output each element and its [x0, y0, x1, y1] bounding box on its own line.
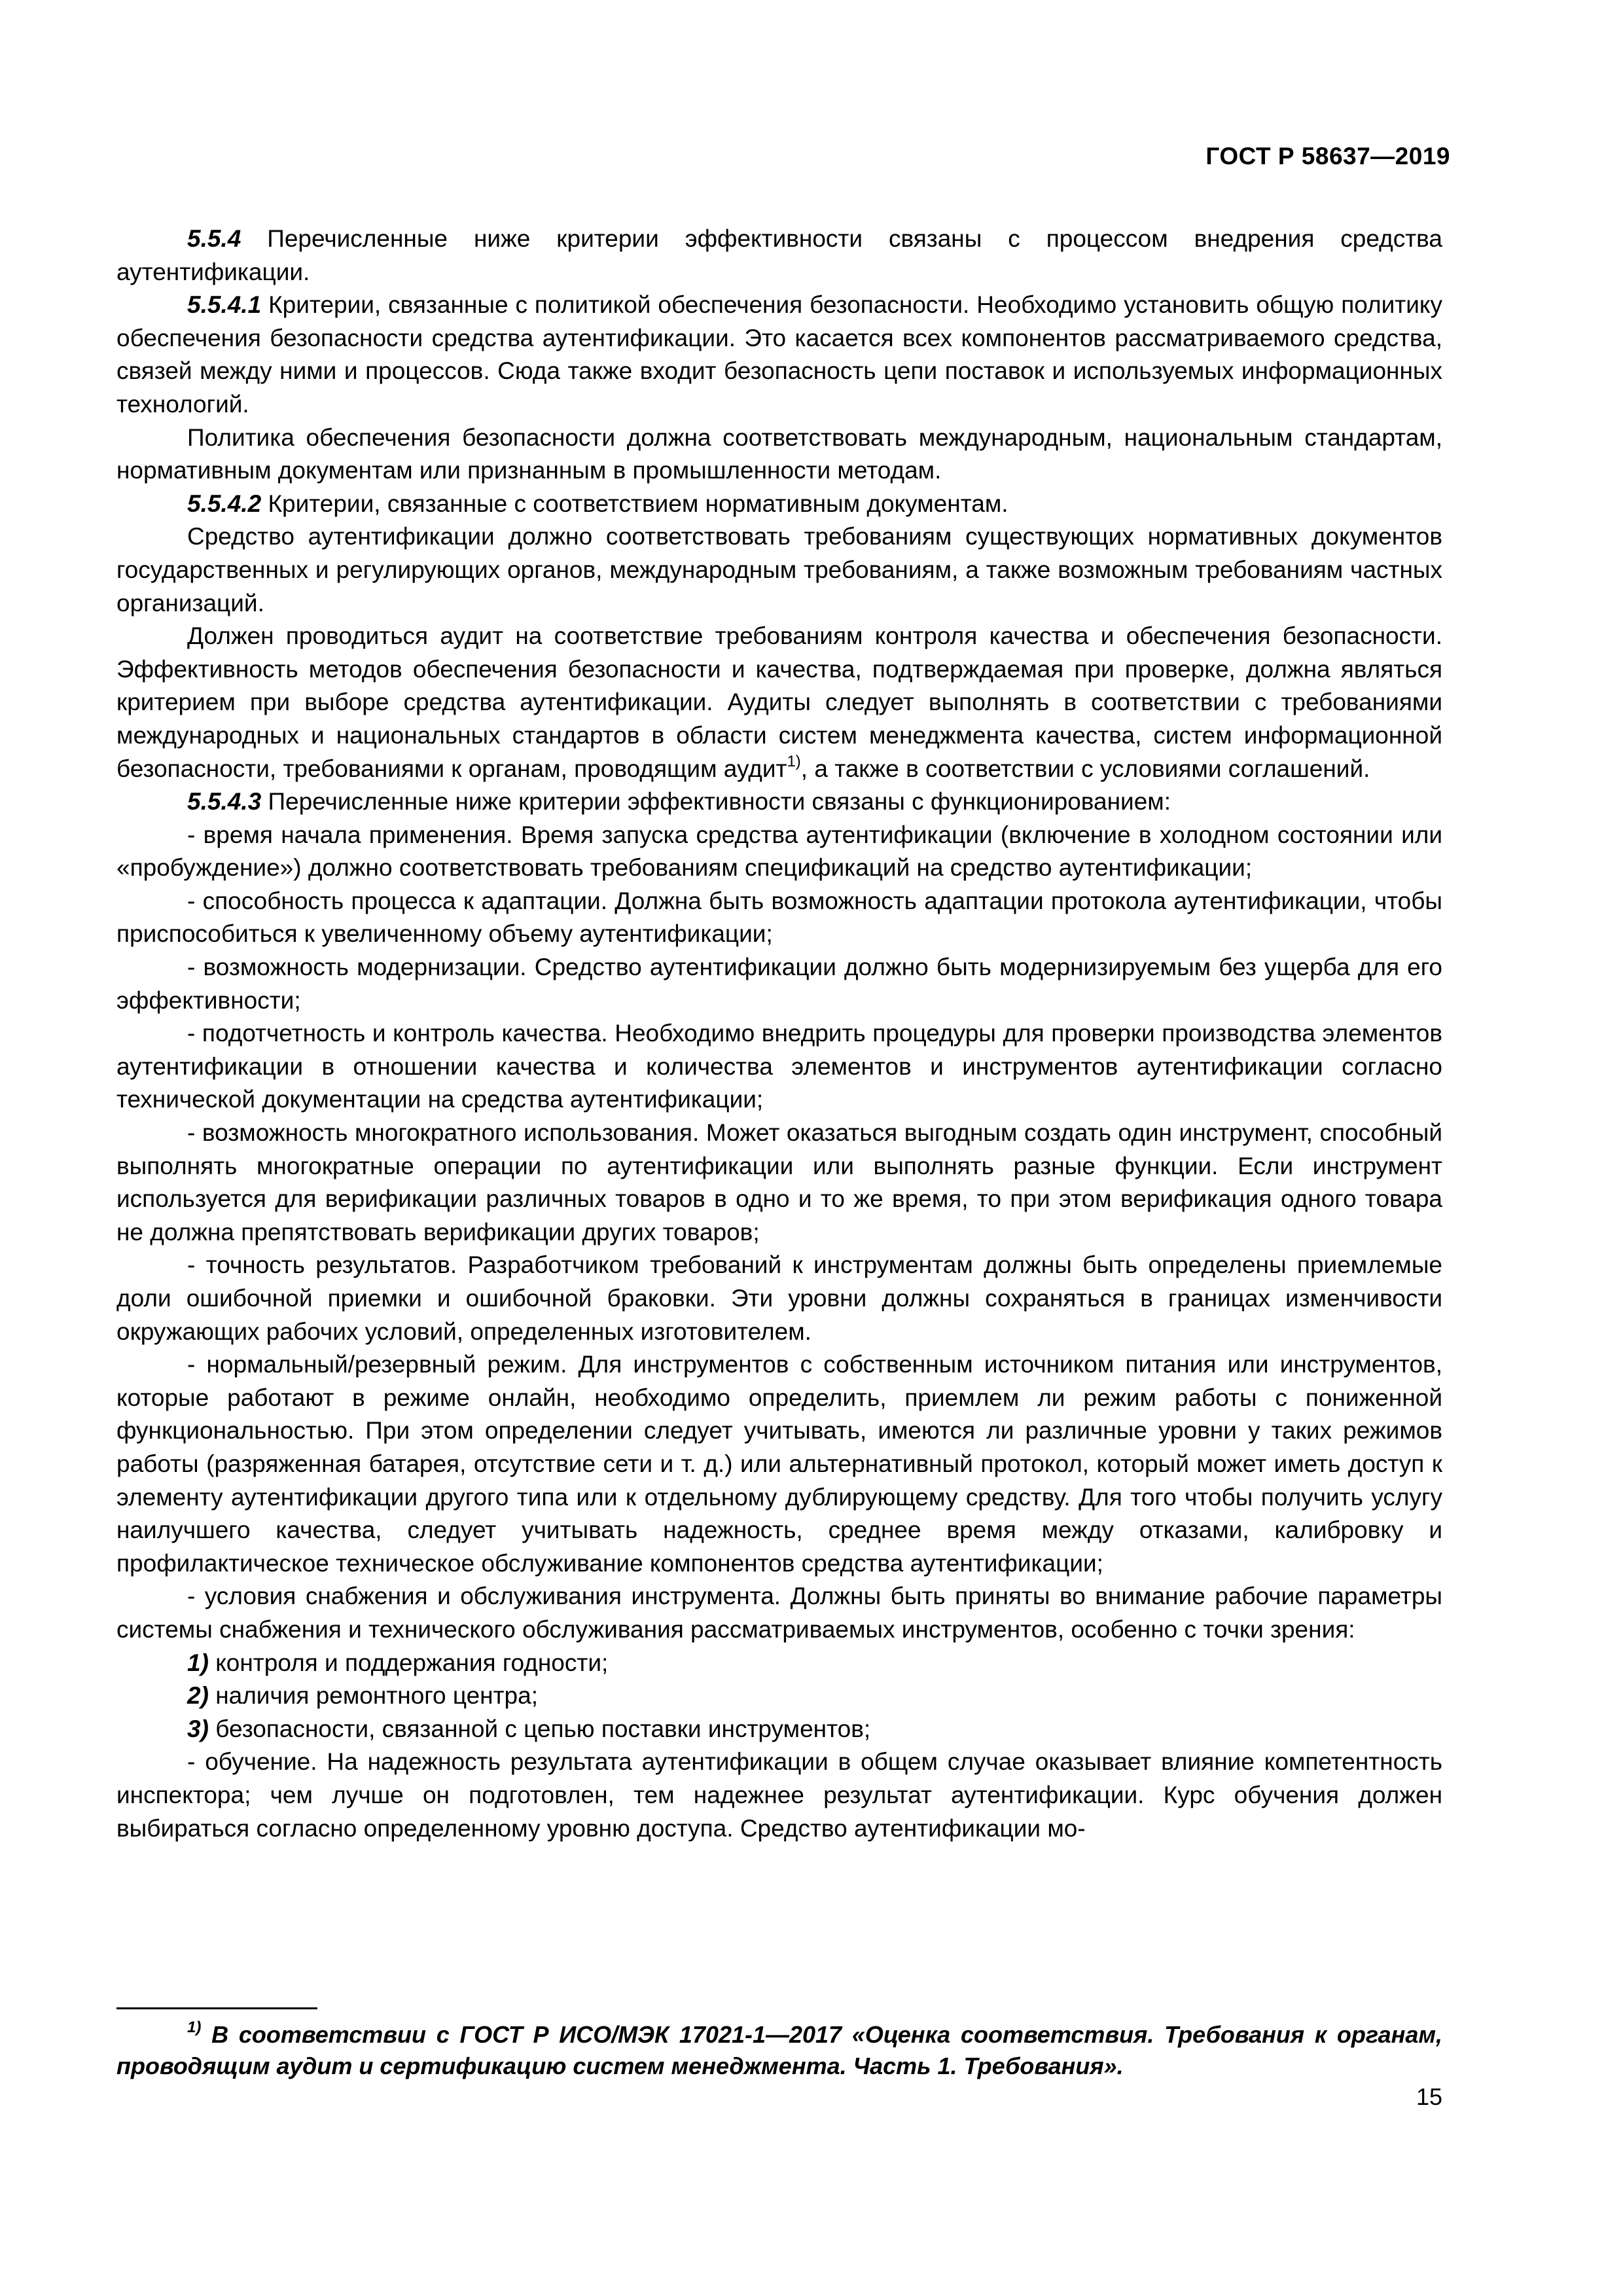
clause-number: 5.5.4.2	[187, 490, 262, 517]
document-header: ГОСТ Р 58637—2019	[1205, 143, 1450, 170]
paragraph-5-5-4	[116, 223, 1442, 289]
paragraph-text: Должен проводиться аудит на соответствие требованиям контроля качества и обеспечения безопасности. Эффективность методов обеспечения безопасности и качества, подтверждаемая при проверке, должна являться критерием при выборе средства аутентификации. Аудиты следует выполнять в соответствии с требованиями международных и национальных стандартов в области систем менеджмента качества, систем информационной безопасности, требованиями к органам, проводящим аудит	[116, 622, 1442, 782]
paragraph-audit	[116, 620, 1442, 785]
footnote-separator	[116, 2007, 317, 2009]
list-item: - возможность многократного использования. Может оказаться выгодным создать один инструмент, способный выполнять многократные операции по аутентификации или выполнять разные функции. Если инструмент используется для верификации различных товаров в одно и то же время, то при этом верификация одного товара не должна препятствовать верификации других товаров;	[116, 1119, 1442, 1246]
paragraph-text: , а также в соответствии с условиями соглашений.	[800, 755, 1370, 782]
paragraph-text: Критерии, связанные с политикой обеспечения безопасности. Необходимо установить общую политику обеспечения безопасности средства аутентификации. Это касается всех компонентов рассматриваемого средства, связей между ними и процессов. Сюда также входит безопасность цепи поставок и используемых информационных технологий.	[116, 291, 1442, 418]
clause-number: 5.5.4	[187, 225, 241, 252]
paragraph-5-5-4-1	[116, 289, 1442, 421]
footnote-marker: 1)	[187, 2018, 202, 2036]
footnote-reference: 1)	[787, 752, 801, 770]
numbered-item	[116, 1713, 1442, 1746]
paragraph-text: Перечисленные ниже критерии эффективности связаны с процессом внедрения средства аутентификации.	[116, 225, 1443, 285]
paragraph-5-5-4-2	[116, 488, 1442, 521]
footnote-text: В соответствии с ГОСТ Р ИСО/МЭК 17021-1—2017 «Оценка соответствия. Требования к органам, проводящим аудит и сертификацию систем менеджмента. Часть 1. Требования».	[116, 2021, 1442, 2079]
paragraph: Политика обеспечения безопасности должна соответствовать международным, национальным стандартам, нормативным документам или признанным в промышленности методам.	[116, 423, 1442, 484]
numbered-item	[116, 1679, 1442, 1713]
item-number: 3)	[187, 1715, 209, 1742]
paragraph-5-5-4-3	[116, 785, 1442, 819]
list-item: - обучение. На надежность результата аутентификации в общем случае оказывает влияние компетентность инспектора; чем лучше он подготовлен, тем надежнее результат аутентификации. Курс обучения должен выбираться согласно определенному уровню доступа. Средство аутентификации мо-	[116, 1748, 1442, 1842]
list-item: - нормальный/резервный режим. Для инструментов с собственным источником питания или инструментов, которые работают в режиме онлайн, необходимо определить, приемлем ли режим работы с пониженной функциональностью. При этом определении следует учитывать, имеются ли различные уровни у таких режимов работы (разряженная батарея, отсутствие сети и т. д.) или альтернативный протокол, который может иметь доступ к элементу аутентификации другого типа или к отдельному дублирующему средству. Для того чтобы получить услугу наилучшего качества, следует учитывать надежность, среднее время между отказами, калибровку и профилактическое техническое обслуживание компонентов средства аутентификации;	[116, 1351, 1442, 1577]
list-item: - время начала применения. Время запуска средства аутентификации (включение в холодном состоянии или «пробуждение») должно соответствовать требованиям спецификаций на средство аутентификации;	[116, 821, 1442, 882]
item-text: безопасности, связанной с цепью поставки инструментов;	[215, 1715, 871, 1742]
item-number: 2)	[187, 1682, 209, 1710]
page-number: 15	[1416, 2083, 1442, 2110]
clause-number: 5.5.4.3	[187, 788, 262, 816]
paragraph-text: Критерии, связанные с соответствием нормативным документам.	[268, 490, 1008, 517]
item-number: 1)	[187, 1649, 209, 1676]
footnote	[116, 2019, 1442, 2082]
list-item: - возможность модернизации. Средство аутентификации должно быть модернизируемым без ущерба для его эффективности;	[116, 954, 1442, 1014]
paragraph: Средство аутентификации должно соответствовать требованиям существующих нормативных документов государственных и регулирующих органов, международным требованиям, а также возможным требованиям частных организаций.	[116, 523, 1442, 617]
list-item: - способность процесса к адаптации. Должна быть возможность адаптации протокола аутентификации, чтобы приспособиться к увеличенному объему аутентификации;	[116, 887, 1442, 948]
list-item: - подотчетность и контроль качества. Необходимо внедрить процедуры для проверки производства элементов аутентификации в отношении качества и количества элементов и инструментов аутентификации согласно технической документации на средства аутентификации;	[116, 1020, 1442, 1113]
list-item: - точность результатов. Разработчиком требований к инструментам должны быть определены приемлемые доли ошибочной приемки и ошибочной браковки. Эти уровни должны сохраняться в границах изменчивости окружающих рабочих условий, определенных изготовителем.	[116, 1251, 1442, 1345]
list-item: - условия снабжения и обслуживания инструмента. Должны быть приняты во внимание рабочие параметры системы снабжения и технического обслуживания рассматриваемых инструментов, особенно с точки зрения:	[116, 1583, 1442, 1643]
numbered-item	[116, 1647, 1442, 1680]
item-text: наличия ремонтного центра;	[215, 1682, 538, 1710]
clause-number: 5.5.4.1	[187, 291, 262, 319]
paragraph-text: Перечисленные ниже критерии эффективности связаны с функционированием:	[268, 788, 1171, 816]
document-body	[116, 223, 1442, 1845]
item-text: контроля и поддержания годности;	[215, 1649, 609, 1676]
